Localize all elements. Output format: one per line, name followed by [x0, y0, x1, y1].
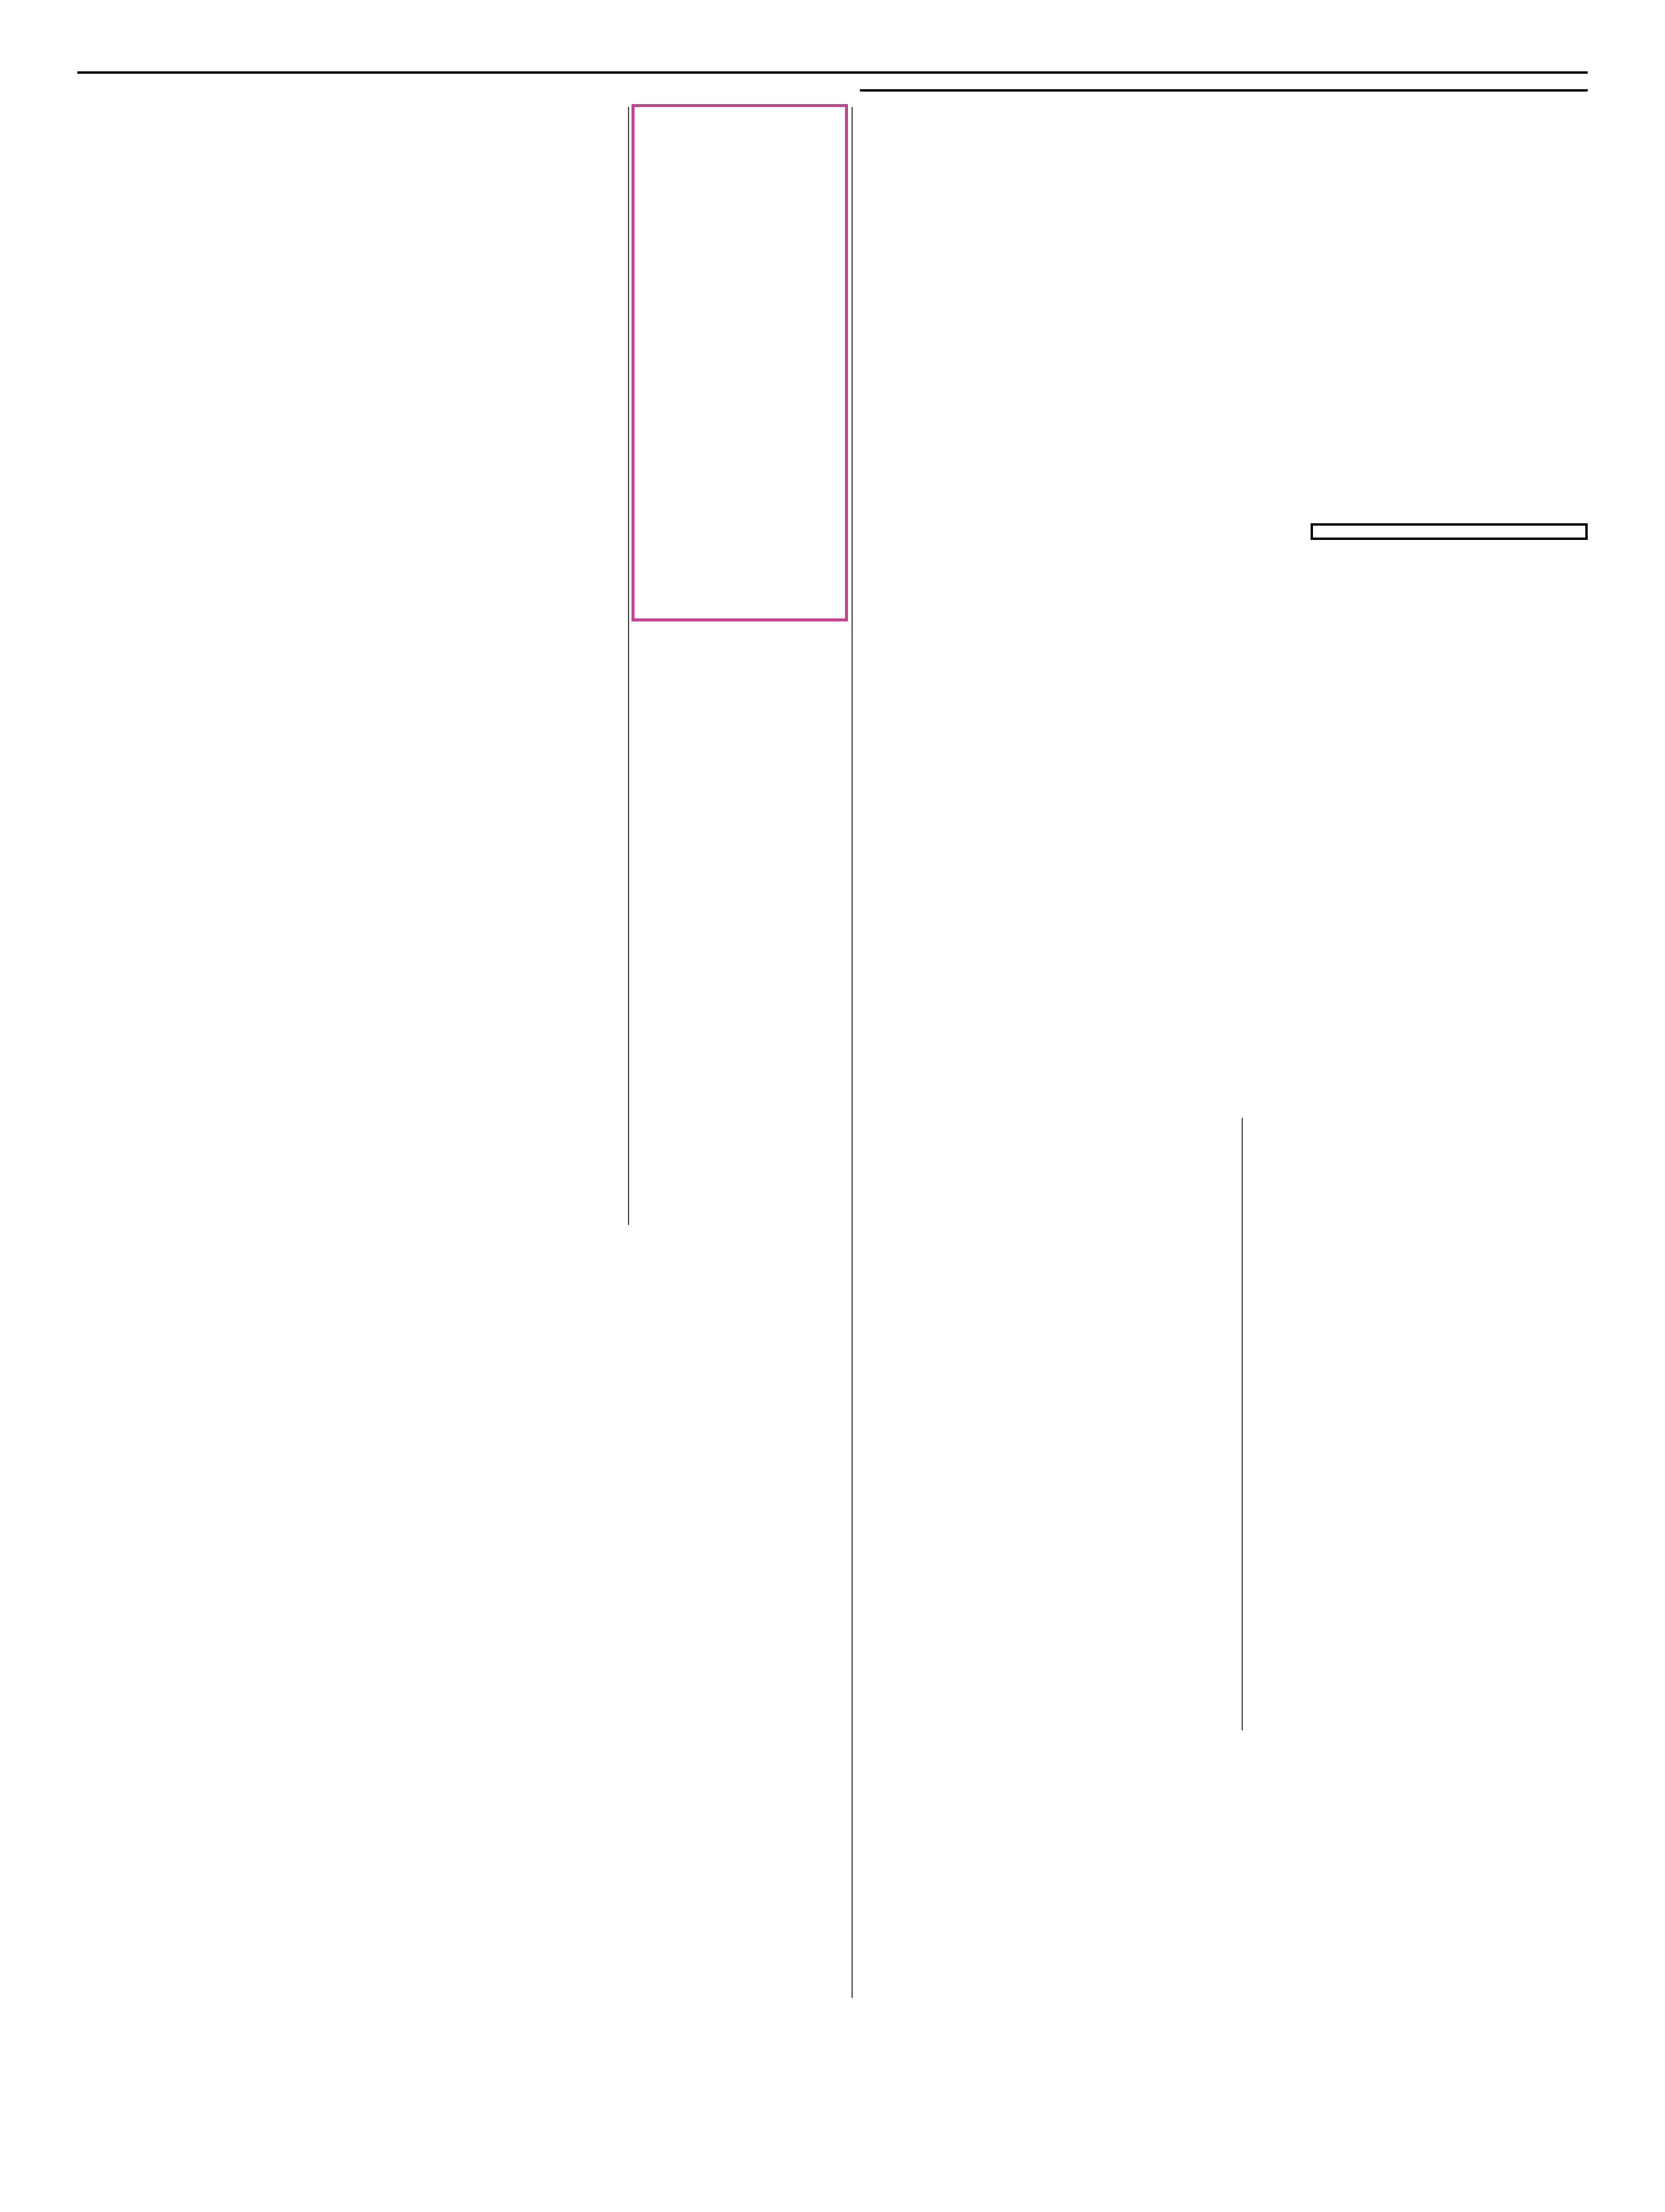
- time100-story: [1047, 1546, 1237, 2022]
